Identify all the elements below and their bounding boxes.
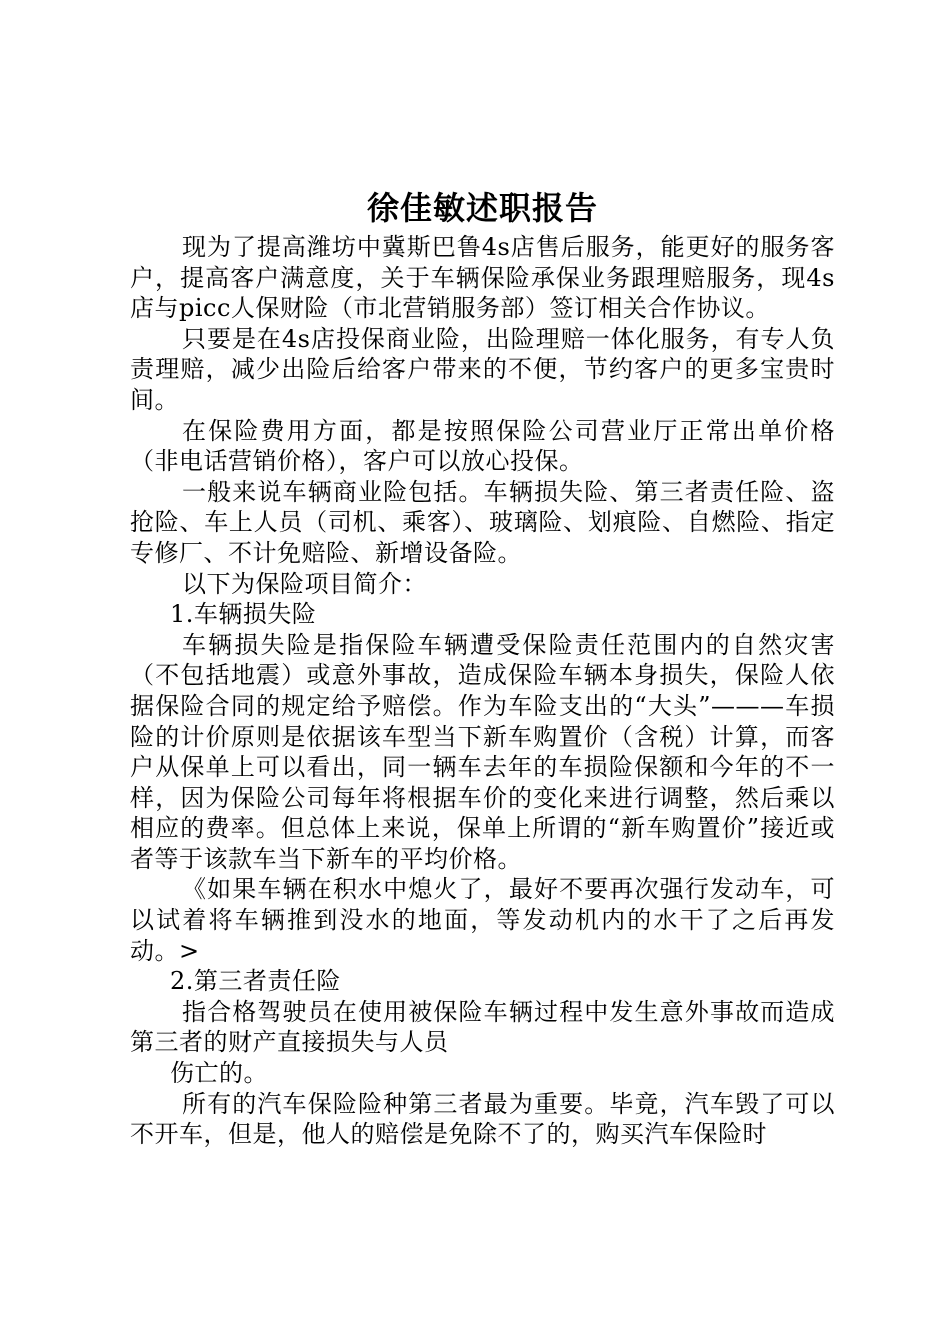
document-body [130,186,835,1150]
document-title: 徐佳敏述职报告 [366,189,598,227]
paragraph-intro: 现为了提高潍坊中冀斯巴鲁4s店售后服务，能更好的服务客户，提高客户满意度，关于车辆保险承保业务跟理赔服务，现4s店与picc人保财险（市北营销服务部）签订相关合作协议。 [130,233,835,323]
paragraph-vehicle-damage: 车辆损失险是指保险车辆遭受保险责任范围内的自然灾害（不包括地震）或意外事故，造成保险车辆本身损失，保险人依据保险合同的规定给予赔偿。作为车险支出的“大头”———车损险的计价原则是依据该车型当下新车购置价（含税）计算，而客户从保单上可以看出，同一辆车去年的车损险保额和今年的不一样，因为保险公司每年将根据车价的变化来进行调整，然后乘以相应的费率。但总体上来说，保单上所谓的“新车购置价”接近或者等于该款车当下新车的平均价格。 [130,630,835,873]
paragraph-items-intro: 以下为保险项目简介： [182,569,427,598]
section-heading-vehicle-damage: 1.车辆损失险 [170,600,317,629]
paragraph-third-party: 指合格驾驶员在使用被保险车辆过程中发生意外事故而造成第三者的财产直接损失与人员 [130,997,835,1057]
section-heading-third-party: 2.第三者责任险 [170,967,341,996]
paragraph-third-party-cont: 伤亡的。 [170,1059,268,1088]
paragraph-fees: 在保险费用方面，都是按照保险公司营业厅正常出单价格（非电话营销价格），客户可以放心投保。 [130,416,835,476]
paragraph-third-party-importance: 所有的汽车保险险种第三者最为重要。毕竟，汽车毁了可以不开车，但是，他人的赔偿是免除不了的，购买汽车保险时 [130,1089,835,1149]
paragraph-insurance-types: 一般来说车辆商业险包括。车辆损失险、第三者责任险、盗抢险、车上人员（司机、乘客）、玻璃险、划痕险、自燃险、指定专修厂、不计免赔险、新增设备险。 [130,477,835,567]
paragraph-service: 只要是在4s店投保商业险，出险理赔一体化服务，有专人负责理赔，减少出险后给客户带来的不便，节约客户的更多宝贵时间。 [130,324,835,414]
paragraph-water-tip: 《如果车辆在积水中熄火了，最好不要再次强行发动车，可以试着将车辆推到没水的地面，等发动机内的水干了之后再发动。> [130,875,835,965]
